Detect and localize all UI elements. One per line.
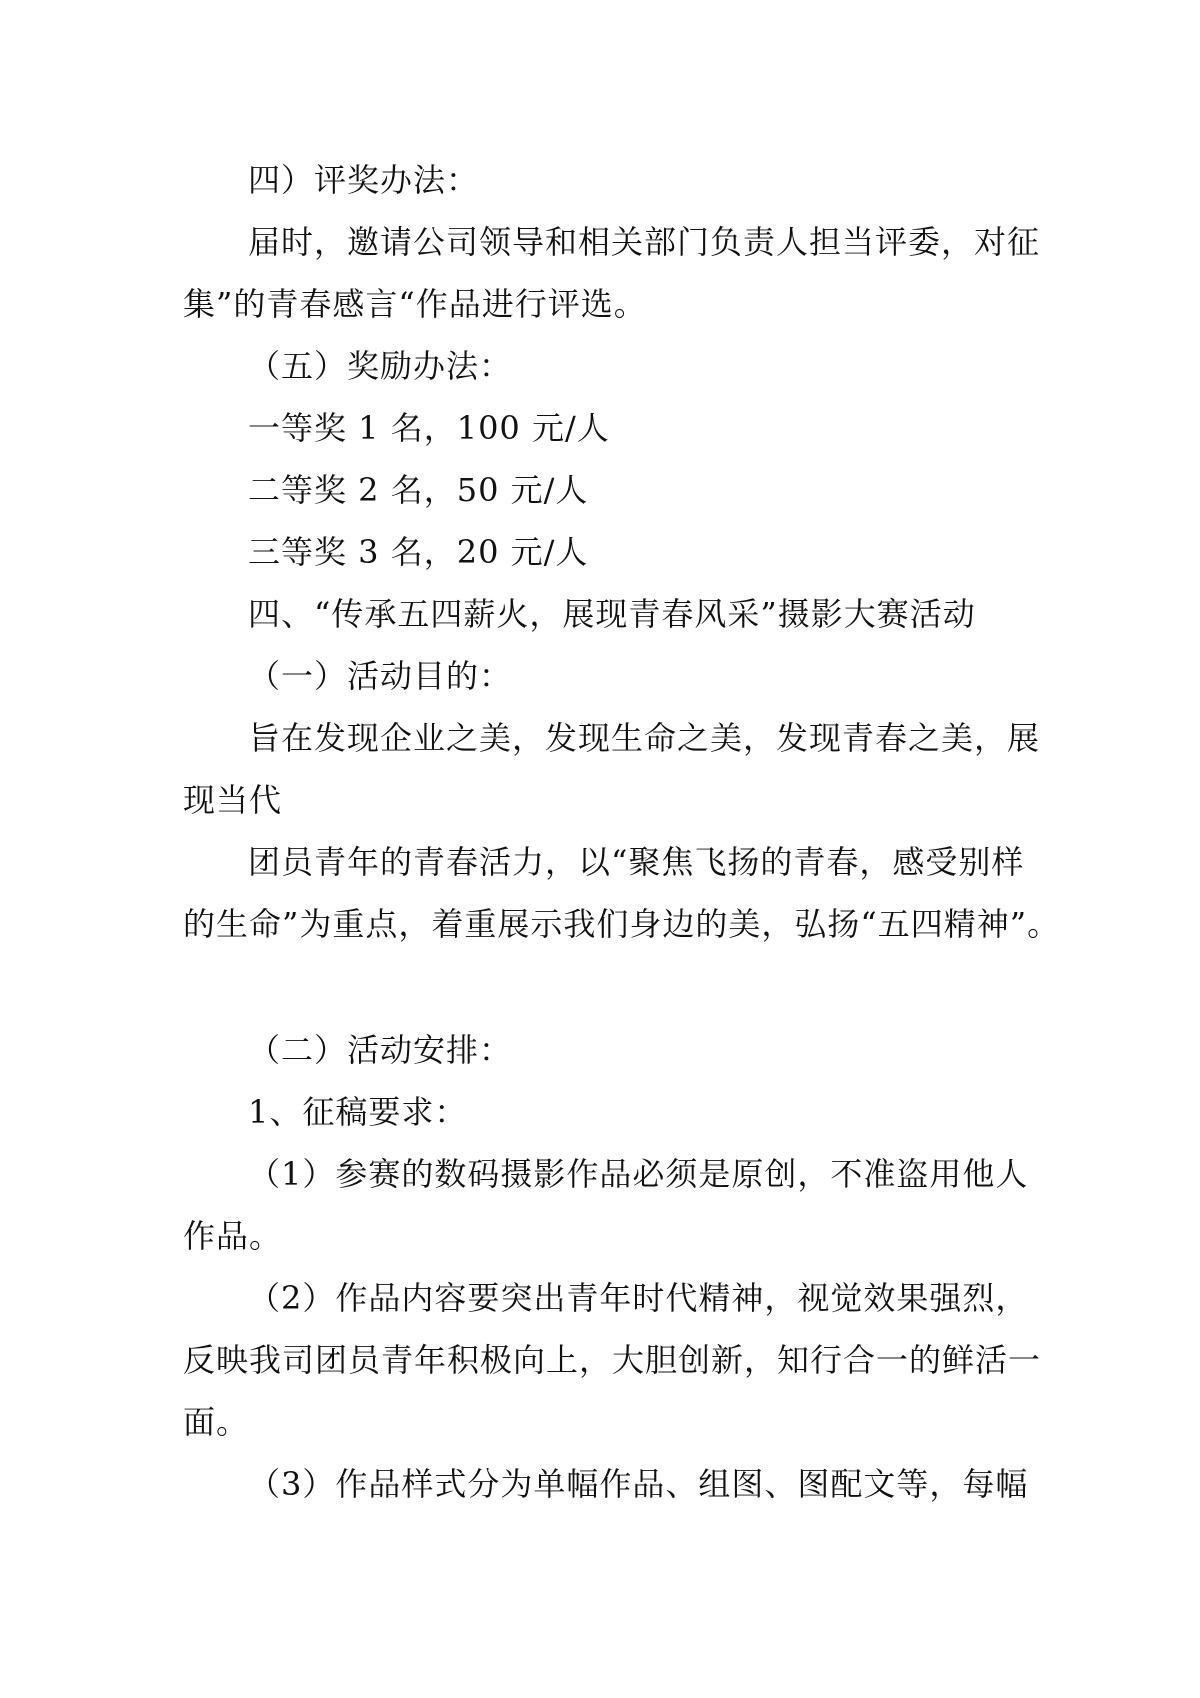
- paragraph-line: 的生命”为重点，着重展示我们身边的美，弘扬“五四精神”。: [183, 905, 1061, 943]
- prize-first: 一等奖 1 名，100 元/人: [248, 409, 610, 447]
- paragraph-line: 作品。: [183, 1217, 283, 1255]
- paragraph-line: 旨在发现企业之美，发现生命之美，发现青春之美，展: [248, 719, 1041, 757]
- prize-second: 二等奖 2 名，50 元/人: [248, 471, 589, 509]
- requirement-item-3: （3）作品样式分为单幅作品、组图、图配文等，每幅: [248, 1465, 1029, 1503]
- section-heading-rewards: （五）奖励办法：: [248, 347, 513, 385]
- subsection-heading-requirements: 1、征稿要求：: [248, 1093, 468, 1131]
- requirement-item-2: （2）作品内容要突出青年时代精神，视觉效果强烈，: [248, 1279, 1029, 1317]
- requirement-item-1: （1）参赛的数码摄影作品必须是原创，不准盗用他人: [248, 1155, 1029, 1193]
- paragraph-line: 届时，邀请公司领导和相关部门负责人担当评委，对征: [248, 223, 1041, 261]
- paragraph-line: 现当代: [183, 781, 283, 819]
- section-heading-arrangement: （二）活动安排：: [248, 1031, 513, 1069]
- section-heading-purpose: （一）活动目的：: [248, 657, 513, 695]
- section-heading-photo-contest: 四、“传承五四薪火，展现青春风采”摄影大赛活动: [248, 595, 976, 633]
- paragraph-line: 集”的青春感言“作品进行评选。: [183, 285, 647, 323]
- section-heading-judging: 四）评奖办法：: [248, 161, 480, 199]
- prize-third: 三等奖 3 名，20 元/人: [248, 533, 589, 571]
- paragraph-line: 面。: [183, 1403, 250, 1441]
- paragraph-line: 反映我司团员青年积极向上，大胆创新，知行合一的鲜活一: [183, 1341, 1042, 1379]
- paragraph-line: 团员青年的青春活力，以“聚焦飞扬的青春，感受别样: [248, 843, 1025, 881]
